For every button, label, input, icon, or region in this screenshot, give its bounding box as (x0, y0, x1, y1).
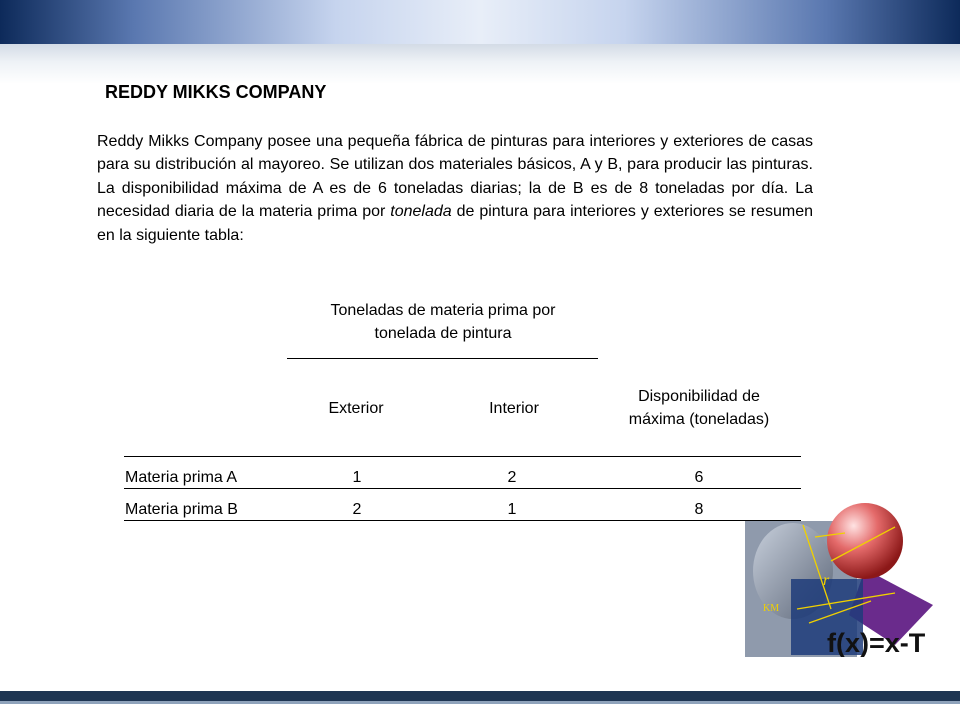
table-bottom-rule (124, 520, 801, 521)
group-header-rule (287, 358, 598, 359)
col-header-availability (598, 385, 800, 431)
formula-text: f(x)=x-T (827, 628, 926, 657)
description-emphasis: tonelada (390, 203, 452, 221)
availability-header-line-2: máxima (toneladas) (628, 411, 770, 428)
group-header (290, 299, 596, 345)
header-bottom-rule (124, 456, 801, 457)
slide-title: REDDY MIKKS COMPANY (105, 82, 327, 102)
cell-exterior: 1 (352, 469, 362, 486)
group-header-line-1: Toneladas de materia prima por (330, 302, 556, 319)
row-label: Materia prima A (125, 469, 238, 486)
availability-header-line-1: Disponibilidad de (638, 388, 760, 405)
header-fade (0, 44, 960, 84)
cell-exterior: 2 (352, 501, 362, 518)
problem-description (97, 130, 813, 247)
cell-available: 8 (694, 501, 704, 518)
cell-available: 6 (694, 469, 704, 486)
group-header-line-2: tonelada de pintura (374, 325, 512, 342)
footer-line (0, 701, 960, 704)
row-label: Materia prima B (125, 501, 238, 518)
description-part-1: Reddy Mikks Company posee una pequeña fábrica de pinturas para interiores y exteriores de casas para su distribución al mayoreo. Se utilizan dos materiales básicos, A y B, para producir las pinturas. La disponibilidad máxima de A es de 6 toneladas diarias; la de B es de 8 toneladas por día. La necesidad diaria de la materia prima por (97, 133, 813, 221)
col-header-interior: Interior (489, 400, 539, 417)
cell-interior: 1 (507, 501, 517, 518)
math-clipart-logo (745, 497, 940, 657)
sphere-shape (827, 503, 903, 579)
col-header-exterior: Exterior (328, 400, 384, 417)
footer-band (0, 691, 960, 701)
header-gradient-band (0, 0, 960, 44)
cell-interior: 2 (507, 469, 517, 486)
km-mark: KM (763, 603, 780, 614)
description-part-2: de pintura para interiores y exteriores se resumen en la siguiente tabla: (97, 203, 813, 244)
row-separator-rule (124, 488, 801, 489)
variable-r-mark: r (823, 572, 830, 589)
